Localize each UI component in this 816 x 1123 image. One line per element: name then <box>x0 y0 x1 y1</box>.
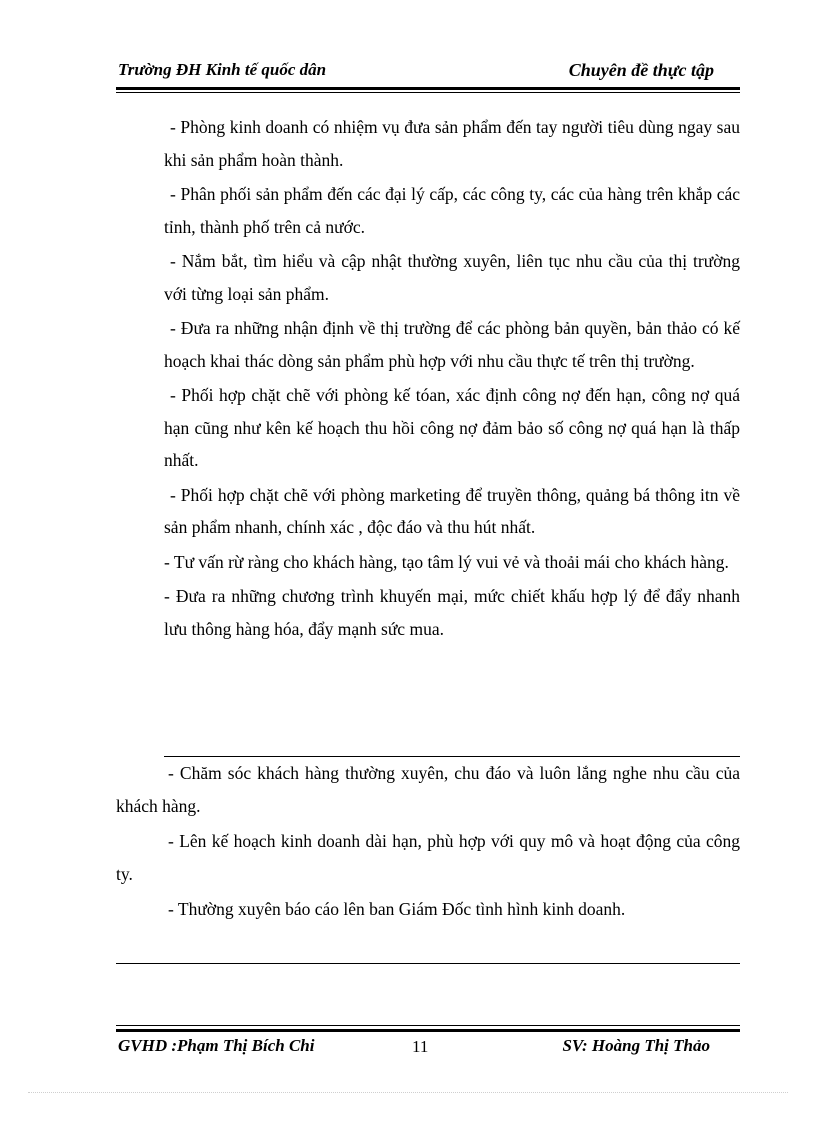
page-footer <box>116 1036 740 1060</box>
paragraph: - Tư vấn rừ ràng cho khách hàng, tạo tâm lý vui vẻ và thoải mái cho khách hàng. <box>164 551 729 572</box>
header-rule-thin <box>116 92 740 93</box>
section-2-body <box>116 757 740 929</box>
footer-rule-thin <box>116 1025 740 1026</box>
paragraph: - Phân phối sản phẩm đến các đại lý cấp, các công ty, các của hàng trên khắp các tỉnh, thành phố trên cả nước. <box>164 184 740 237</box>
header-school-name: Trường ĐH Kinh tế quốc dân <box>118 60 327 79</box>
footer-rule-thick <box>116 1029 740 1032</box>
paragraph: - Đưa ra những nhận định về thị trường để các phòng bản quyền, bản thảo có kế hoạch khai thác dòng sản phẩm phù hợp với nhu cầu thực tế trên thị trường. <box>164 318 740 371</box>
paragraph: - Thường xuyên báo cáo lên ban Giám Đốc tình hình kinh doanh. <box>168 899 626 919</box>
paragraph: - Phòng kinh doanh có nhiệm vụ đưa sản phẩm đến tay người tiêu dùng ngay sau khi sản phẩm hoàn thành. <box>164 117 740 170</box>
paragraph: - Phối hợp chặt chẽ với phòng kế tóan, xác định công nợ đến hạn, công nợ quá hạn cũng như kên kế hoạch thu hồi công nợ đảm bảo số công nợ quá hạn là thấp nhất. <box>164 385 740 470</box>
header-rule-thick <box>116 87 740 90</box>
footer-supervisor: GVHD :Phạm Thị Bích Chi <box>118 1036 315 1055</box>
page-bottom-dotted-border <box>28 1092 788 1093</box>
paragraph: - Đưa ra những chương trình khuyến mại, mức chiết khấu hợp lý để đẩy nhanh lưu thông hàng hóa, đẩy mạnh sức mua. <box>164 586 740 639</box>
paragraph: - Phối hợp chặt chẽ với phòng marketing để truyền thông, quảng bá thông itn về sản phẩm nhanh, chính xác , độc đáo và thu hút nhất. <box>164 484 740 537</box>
paragraph: - Chăm sóc khách hàng thường xuyên, chu đáo và luôn lắng nghe nhu cầu của khách hàng. <box>116 763 740 816</box>
page-number: 11 <box>412 1037 429 1056</box>
section-1-body <box>164 111 740 647</box>
paragraph: - Nắm bắt, tìm hiểu và cập nhật thường xuyên, liên tục nhu cầu của thị trường với từng loại sản phẩm. <box>164 251 740 304</box>
paragraph: - Lên kế hoạch kinh doanh dài hạn, phù hợp với quy mô và hoạt động của công ty. <box>116 831 740 884</box>
section-separator <box>116 963 740 964</box>
footer-student: SV: Hoàng Thị Thảo <box>562 1036 710 1055</box>
header-document-title: Chuyên đề thực tập <box>568 60 714 80</box>
